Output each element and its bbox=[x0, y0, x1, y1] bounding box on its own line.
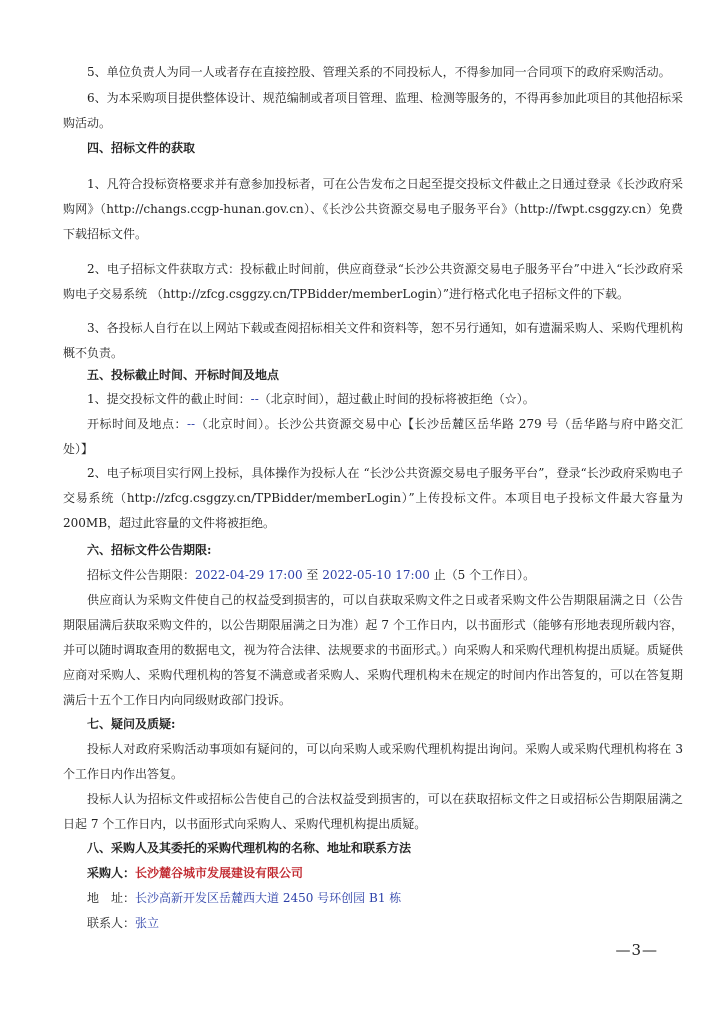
section-7-heading: 七、疑问及质疑: bbox=[87, 717, 176, 731]
section-5-para-2 bbox=[63, 412, 683, 462]
section-4-heading-block bbox=[63, 136, 683, 161]
contact-line-block bbox=[63, 911, 683, 936]
section-5-para-1 bbox=[63, 387, 683, 412]
address-label: 地 址： bbox=[87, 891, 136, 905]
section-4-para-3-block bbox=[63, 316, 683, 366]
address-value: 长沙高新开发区岳麓西大道 2450 号环创园 B1 栋 bbox=[135, 891, 402, 905]
section-5-heading: 五、投标截止时间、开标时间及地点 bbox=[87, 368, 280, 382]
section-6-para-2: 供应商认为采购文件使自己的权益受到损害的，可以自获取采购文件之日或者采购文件公告期限届满之日（公告期限届满后获取采购文件的，以公告期限届满之日为准）起 7 个工作日内，以书面形式（能够有形地表现所载内容，并可以随时调取查用的数据电文，视为符合法律、法规要求的书面形式。）向采购人和采购代理机构提出质疑。质疑供应商对采购人、采购代理机构的答复不满意或者采购人、采购代理机构未在规定的时间内作出答复的，可以在答复期满后十五个工作日内向同级财政部门投诉。 bbox=[63, 593, 683, 707]
section-4-para-2-block bbox=[63, 257, 683, 307]
buyer-line-block bbox=[63, 861, 683, 886]
address-line-block bbox=[63, 886, 683, 911]
clause-5: 5、单位负责人为同一人或者存在直接控股、管理关系的不同投标人，不得参加同一合同项下的政府采购活动。 bbox=[87, 65, 671, 79]
notice-mid: 至 bbox=[302, 568, 323, 582]
section-5-para-3: 2、电子标项目实行网上投标，具体操作为投标人在 “长沙公共资源交易电子服务平台”，登录“长沙政府采购电子交易系统（http://zfcg.csggzy.cn/TPBidder/memberLogin）”上传投标文件。本项目电子投标文件最大容量为 200MB，超过此容量的文件将被拒绝。 bbox=[63, 466, 683, 530]
section-5-heading-block bbox=[63, 363, 683, 388]
section-7-para-2: 投标人认为招标文件或招标公告使自己的合法权益受到损害的，可以在获取招标文件之日或招标公告期限届满之日起 7 个工作日内，以书面形式向采购人、采购代理机构提出质疑。 bbox=[63, 792, 683, 831]
section-6-para-2-block bbox=[63, 588, 683, 713]
section-8-heading: 八、采购人及其委托的采购代理机构的名称、地址和联系方法 bbox=[87, 841, 412, 855]
clause-6-block bbox=[63, 86, 683, 136]
contact-value: 张立 bbox=[135, 916, 160, 930]
clause-5-block bbox=[63, 60, 683, 85]
section-5-para-3-block bbox=[63, 461, 683, 536]
notice-end-date: 2022-05-10 17:00 bbox=[322, 568, 430, 582]
clause-6: 6、为本采购项目提供整体设计、规范编制或者项目管理、监理、检测等服务的，不得再参加此项目的其他招标采购活动。 bbox=[63, 91, 683, 130]
buyer-label: 采购人： bbox=[87, 866, 136, 880]
section-7-heading-block bbox=[63, 712, 683, 737]
section-4-para-2: 2、电子招标文件获取方式：投标截止时间前，供应商登录“长沙公共资源交易电子服务平台”中进入“长沙政府采购电子交易系统 （http://zfcg.csggzy.cn/TPBidder/memberLogin）”进行格式化电子招标文件的下载。 bbox=[63, 262, 683, 301]
buyer-line bbox=[63, 861, 683, 886]
section-4-para-1-block bbox=[63, 172, 683, 247]
section-7-para-1-block bbox=[63, 737, 683, 787]
section-5-para-2-block bbox=[63, 412, 683, 462]
section-7-para-2-block bbox=[63, 787, 683, 837]
section-4-para-3: 3、各投标人自行在以上网站下载或查阅招标相关文件和资料等，恕不另行通知，如有遗漏采购人、采购代理机构概不负责。 bbox=[63, 321, 683, 360]
section-5-para-1-block bbox=[63, 387, 683, 412]
notice-suffix: 止（5 个工作日）。 bbox=[429, 568, 536, 582]
opening-suffix: （北京时间）。长沙公共资源交易中心【长沙岳麓区岳华路 279 号（岳华路与府中路交汇处）】 bbox=[63, 417, 683, 456]
deadline-blank: -- bbox=[250, 392, 259, 406]
section-4-para-1: 1、凡符合投标资格要求并有意参加投标者，可在公告发布之日起至提交投标文件截止之日通过登录《长沙政府采购网》（http://changs.ccgp-hunan.gov.cn）、《长沙公共资源交易电子服务平台》（http://fwpt.csggzy.cn）免费下载招标文件。 bbox=[63, 177, 683, 241]
opening-prefix: 开标时间及地点： bbox=[87, 417, 187, 431]
deadline-prefix: 1、提交投标文件的截止时间： bbox=[87, 392, 251, 406]
notice-start-date: 2022-04-29 17:00 bbox=[195, 568, 303, 582]
section-6-para-1-block bbox=[63, 563, 683, 588]
section-7-para-1: 投标人对政府采购活动事项如有疑问的，可以向采购人或采购代理机构提出询问。采购人或采购代理机构将在 3 个工作日内作出答复。 bbox=[63, 742, 683, 781]
section-6-para-1 bbox=[63, 563, 683, 588]
section-6-heading: 六、招标文件公告期限: bbox=[87, 543, 212, 557]
notice-period-prefix: 招标文件公告期限： bbox=[87, 568, 196, 582]
page-number: —3— bbox=[615, 941, 658, 959]
contact-line bbox=[63, 911, 683, 936]
section-8-heading-block bbox=[63, 836, 683, 861]
section-6-heading-block bbox=[63, 538, 683, 563]
section-4-heading: 四、招标文件的获取 bbox=[87, 141, 196, 155]
deadline-suffix: （北京时间），超过截止时间的投标将被拒绝（☆）。 bbox=[258, 392, 535, 406]
contact-label: 联系人： bbox=[87, 916, 136, 930]
opening-blank: -- bbox=[186, 417, 196, 431]
buyer-name: 长沙麓谷城市发展建设有限公司 bbox=[135, 866, 304, 880]
address-line bbox=[63, 886, 683, 911]
